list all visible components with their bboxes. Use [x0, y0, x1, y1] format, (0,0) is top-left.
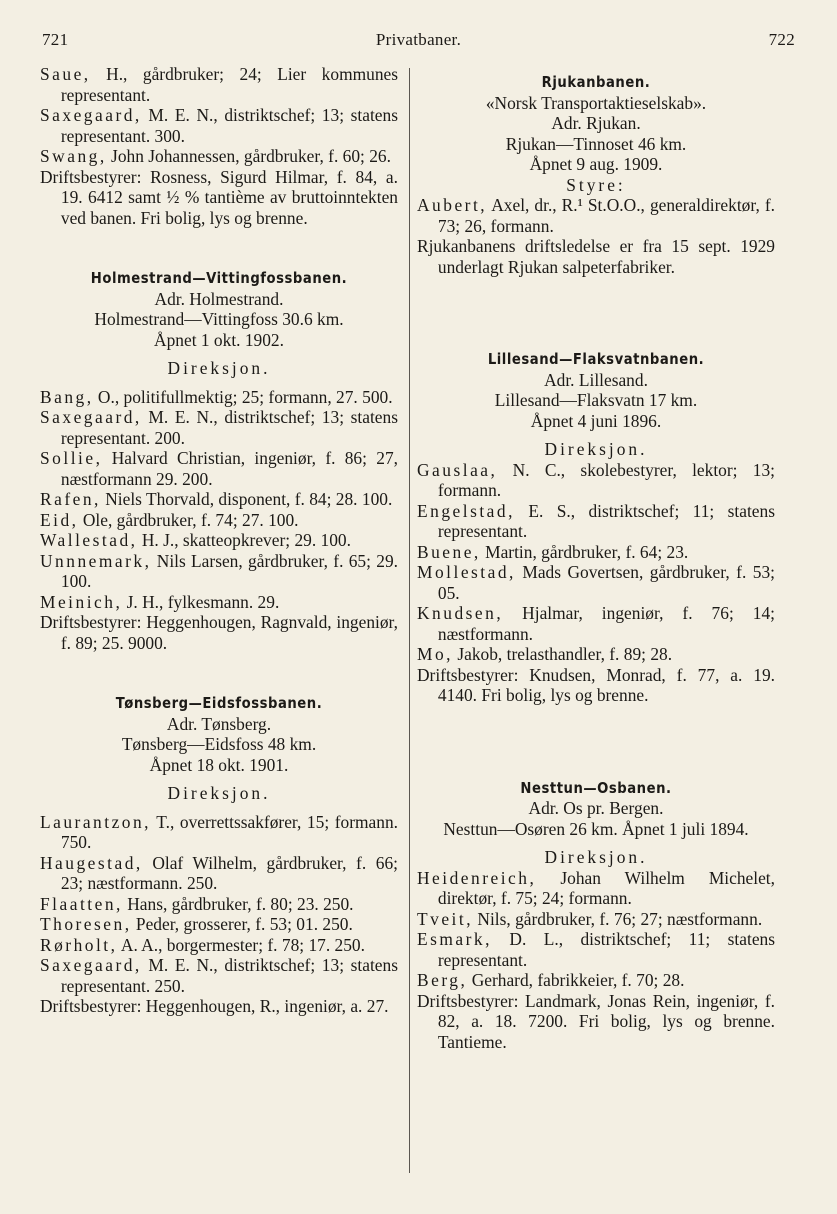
address: Adr. Lillesand. [544, 369, 648, 390]
list-item: Rafen, Niels Thorvald, disponent, f. 84; 28. 100. [40, 489, 393, 509]
list-item: Aubert, Axel, dr., R.¹ St.O.O., generaldirektør, f. 73; 26, formann. [417, 195, 775, 236]
list-item: Saue, H., gårdbruker; 24; Lier kommunes representant. [40, 64, 398, 105]
list-item: Gauslaa, N. C., skolebestyrer, lektor; 13; formann. [417, 459, 775, 500]
list-item: Unnnemark, Nils Larsen, gårdbruker, f. 65; 29. 100. [40, 550, 398, 591]
board-heading: Direksjon. [167, 783, 271, 803]
page-number-right: 722 [768, 30, 795, 49]
list-item: Laurantzon, T., overrettssakfører, 15; formann. 750. [40, 811, 398, 852]
address: Adr. Os pr. Bergen. [528, 798, 664, 818]
running-title: Privatbaner. [375, 30, 462, 49]
list-item: Eid, Ole, gårdbruker, f. 74; 27. 100. [40, 509, 299, 530]
list-item: Rørholt, A. A., borgermester; f. 78; 17. 250. [40, 934, 365, 955]
page-number-left: 721 [42, 30, 69, 49]
address: Adr. Holmestrand. [154, 288, 284, 309]
column-divider [409, 68, 410, 1173]
list-item: Mollestad, Mads Govertsen, gårdbruker, f. 53; 05. [417, 562, 775, 603]
list-item: Haugestad, Olaf Wilhelm, gårdbruker, f. 66; 23; næstformann. 250. [40, 852, 398, 893]
list-item: Tveit, Nils, gårdbruker, f. 76; 27; næstformann. [417, 908, 763, 929]
board-heading: Styre: [566, 174, 626, 195]
list-item: Engelstad, E. S., distriktschef; 11; statens representant. [417, 500, 775, 541]
opened-date: Åpnet 4 juni 1896. [530, 410, 662, 431]
list-item: Esmark, D. L., distriktschef; 11; statens representant. [417, 929, 775, 970]
section-title-nesttun: Nesttun—Osbanen. [520, 778, 672, 797]
list-item: Bang, O., politifullmektig; 25; formann, 27. 500. [40, 386, 393, 407]
opened-date: Åpnet 18 okt. 1901. [149, 754, 289, 775]
route: Nesttun—Osøren 26 km. Åpnet 1 juli 1894. [443, 818, 749, 839]
left-column [40, 64, 398, 1017]
list-item: Driftsbestyrer: Heggenhougen, R., ingeniør, a. 27. [40, 996, 389, 1016]
list-item: Meinich, J. H., fylkesmann. 29. [40, 591, 280, 612]
route: Tønsberg—Eidsfoss 48 km. [121, 734, 317, 754]
company-name: «Norsk Transportaktieselskab». [485, 92, 707, 113]
route: Rjukan—Tinnoset 46 km. [505, 133, 687, 154]
list-item: Thoresen, Peder, grosserer, f. 53; 01. 250. [40, 914, 353, 934]
route: Holmestrand—Vittingfoss 30.6 km. [94, 309, 344, 329]
list-item: Rjukanbanens driftsledelse er fra 15 sept. 1929 underlagt Rjukan salpeterfabriker. [417, 236, 775, 277]
section-title-holmestrand: Holmestrand—Vittingfossbanen. [90, 269, 348, 287]
list-item: Swang, John Johannessen, gårdbruker, f. 60; 26. [40, 146, 391, 166]
list-item: Buene, Martin, gårdbruker, f. 64; 23. [417, 541, 689, 562]
address: Adr. Tønsberg. [166, 713, 272, 734]
section-title-lillesand: Lillesand—Flaksvatnbanen. [487, 350, 705, 368]
address: Adr. Rjukan. [551, 113, 641, 133]
list-item: Driftsbestyrer: Knudsen, Monrad, f. 77, a. 19. 4140. Fri bolig, lys og brenne. [417, 664, 775, 705]
list-item: Saxegaard, M. E. N., distriktschef; 13; statens representant. 300. [40, 105, 398, 146]
board-heading: Direksjon. [544, 439, 648, 459]
board-heading: Direksjon. [167, 358, 271, 378]
list-item: Saxegaard, M. E. N., distriktschef; 13; statens representant. 250. [40, 955, 398, 996]
list-item: Knudsen, Hjalmar, ingeniør, f. 76; 14; næstformann. [417, 603, 775, 644]
opened-date: Åpnet 9 aug. 1909. [529, 154, 663, 174]
board-heading: Direksjon. [544, 847, 648, 867]
section-title-rjukan: Rjukanbanen. [541, 73, 651, 91]
list-item: Driftsbestyrer: Landmark, Jonas Rein, ingeniør, f. 82, a. 18. 7200. Fri bolig, lys og brenne. Tantieme. [417, 990, 775, 1052]
list-item: Mo, Jakob, trelasthandler, f. 89; 28. [417, 644, 673, 664]
list-item: Berg, Gerhard, fabrikkeier, f. 70; 28. [417, 970, 685, 990]
right-column [417, 64, 775, 1052]
intro-entries [40, 64, 398, 228]
list-item: Heidenreich, Johan Wilhelm Michelet, direktør, f. 75; 24; formann. [417, 867, 775, 908]
list-item: Saxegaard, M. E. N., distriktschef; 13; statens representant. 200. [40, 407, 398, 448]
list-item: Driftsbestyrer: Heggenhougen, Ragnvald, ingeniør, f. 89; 25. 9000. [40, 612, 398, 653]
route: Lillesand—Flaksvatn 17 km. [494, 390, 698, 410]
list-item: Flaatten, Hans, gårdbruker, f. 80; 23. 250. [40, 893, 354, 914]
opened-date: Åpnet 1 okt. 1902. [154, 329, 284, 350]
section-title-tonsberg: Tønsberg—Eidsfossbanen. [115, 694, 323, 712]
list-item: Wallestad, H. J., skatteopkrever; 29. 100. [40, 530, 351, 550]
list-item: Driftsbestyrer: Rosness, Sigurd Hilmar, f. 84, a. 19. 6412 samt ½ % tantième av bruttoinntekten ved banen. Fri bolig, lys og brenne. [40, 166, 398, 228]
list-item: Sollie, Halvard Christian, ingeniør, f. 86; 27, næstformann 29. 200. [40, 448, 398, 489]
